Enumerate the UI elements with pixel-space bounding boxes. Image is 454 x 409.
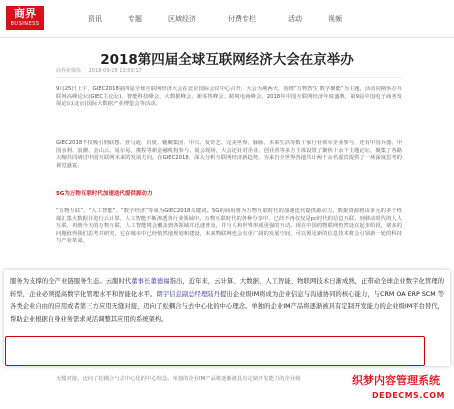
meta-divider	[56, 77, 402, 78]
nav-item-regional-economy[interactable]: 区域经济	[168, 15, 196, 23]
nav-item-video[interactable]: 视频	[328, 15, 342, 23]
section-subheading: 5G为万物互联时代加速迭代提供源动力	[56, 191, 153, 197]
paragraph-5g: “万物互联”、“人工智能”、“数字经济”等成为GIEC2018关键词。5G的商用将为万物互联时代的加速迭代提供源动力。数据资源将由多元的多个终端汇集大数据并进行云计算，人工智能不断渗透各行业领域中。万物互联时代的各种分享中，已经不再仅仅是pc时代的信息互联，到移动时代的人人互联，再到今天的万物互联，人工智能将会覆盖到各领域并迅速普及，并与人和世界形成更强的互动。现在中国的物联网仍然处在起步阶段，诸多的问题值得我们思考并研究，它在城市中已经悄然地规划和建设，未来物联网也会有更广阔的发展空间，可以预见新的信息技术将会引领新一轮的科技与产业革命。	[56, 208, 402, 245]
article-meta	[56, 67, 148, 74]
nav-item-news[interactable]: 资讯	[88, 15, 102, 23]
article-title: 2018第四届全球互联网经济大会在京举办	[100, 52, 354, 68]
site-logo[interactable]	[6, 6, 44, 30]
excerpt-text	[10, 276, 444, 326]
excerpt-speaker-1: 董事长董德福	[131, 278, 170, 285]
excerpt-part-1: 服务为支撑的全产业链服务生态。云服时代	[10, 278, 132, 285]
watermark-url: DEDECMS.COM	[372, 391, 445, 400]
article-source[interactable]: 商界新媒体	[56, 68, 82, 74]
header-divider	[0, 37, 454, 38]
watermark-title: 织梦内容管理系统	[352, 374, 440, 387]
site-header	[0, 0, 454, 42]
paragraph-intro: 9月25日上午，GIEC2018第四届全球互联网经济大会在北京国际会议中心召开，大会为期两天，围绕“万物智生 数字聚能”为主题，活动同期举办互联网高峰论坛(GIEC主论坛)、智能科技峰会、大数据峰会、新零售峰会、跨境电商峰会、2018年中国互联网经济年度盛典、第9届中国电子商务发展论坛(北京)国际大数据产业博览会等活动。	[56, 86, 402, 108]
paragraph-tail: 无缝对接，迈向了松耦合与去中心化的中心理念。单独的企业IM产品将逐渐被具有定制开发能力的企业级	[56, 376, 301, 382]
logo-text: 商界	[14, 7, 36, 20]
nav-item-events[interactable]: 活动	[288, 15, 302, 23]
article-date: 2018-09-28 13:50:17	[88, 68, 142, 74]
enlarged-excerpt	[4, 270, 450, 366]
excerpt-part-2: 指出，近年来，云计算、大数据、人工智能、物联网技术日渐成熟，正带动全球企业数字化管理的转型，企业必须提高数字化管理水平和智能化水平。	[10, 278, 445, 298]
nav-item-topics[interactable]: 专题	[128, 15, 142, 23]
excerpt-speaker-2: 朗宇信息副总经理陆丹	[156, 290, 221, 298]
paragraph-participants: GIEC2018不仅吸引到联想、亚马逊、百度、魅聊集团、中兴、爱奇艺、完美世界、脉脉、本来生活等数十家行业领军企业参与，还有中国兵器、中国水利、浪潮、金山云、易尔易、携程等新金融机构参与。展会现场，大会还针对企业、创业者等多方主体设置了聚焦十余个主题论坛，聚集了各路大咖共同研讨中国互联网未来的发展方向。在GIEC2018，深入分析互联网经济新趋势，为来自全世界各地共计两千余名嘉宾提供了一场深度思考的视觉盛宴。	[56, 140, 402, 169]
excerpt-part-3: 提出企业级IM将成为企业信息与沟通协同的核心能力，与CRM OA ERP SCM 等各类企业自由的应用或者第三方应用无缝对接，迈向了松耦合与去中心化的中心理念。单独的企业IM产品将逐渐被具有定制开发能力的企业级IM平台替代，帮助企业根据自身业务需求灵活调整其应用的系统架构。	[10, 290, 445, 323]
logo-subtext: BUSINESS	[10, 21, 40, 27]
highlight-box	[5, 336, 425, 366]
nav-item-paid-column[interactable]: 付费专栏	[228, 15, 256, 23]
